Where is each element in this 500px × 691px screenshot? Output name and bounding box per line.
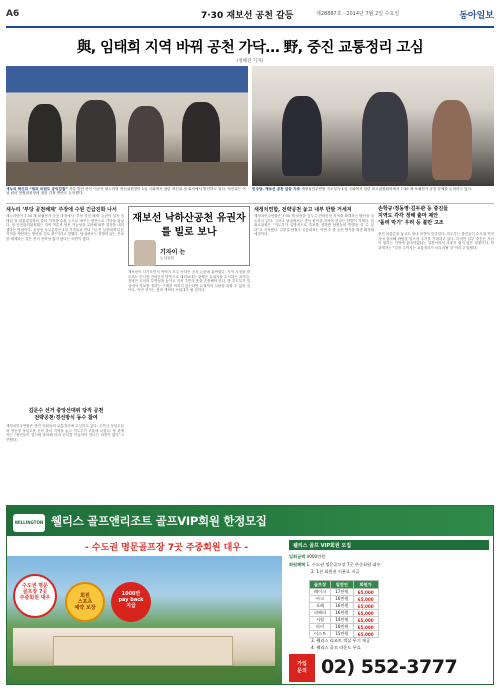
photo1-caption — [6, 187, 248, 201]
col4-subhead: 손학규·정동영·김두관 등 중진들 지역도 각각 정해 출마 제안 ‘돌려 막기’ 우려 등 불만 고조 — [378, 206, 449, 226]
table-cell: 65,000 — [353, 631, 378, 638]
table-cell: 16만원 — [331, 610, 353, 617]
table-row — [310, 589, 379, 596]
table-cell: 리베라 — [310, 610, 331, 617]
badge-payback: 1000만 pay back 지급 — [111, 582, 151, 622]
table-cell: 16만원 — [331, 624, 353, 631]
issue-date: 제28887호 · 2014년 7월 2일 수요일 — [316, 11, 400, 17]
writer-role: 논설위원 — [160, 256, 174, 260]
benefit-value: 1. 수도권 명문골프장 7곳 주중회원 대우 — [306, 562, 381, 567]
table-header: 회원가 — [353, 581, 378, 589]
entry-fee-value: 4000만원 — [306, 554, 326, 559]
badge-weekday-member: 수도권 명문 골프장 7곳 주중회원 대우 — [13, 574, 57, 618]
col1-subhead2: 전략공천·경선방식 동수 참여 — [34, 415, 98, 421]
photo2-caption-text: 새정치민주연합 지도부가 1일 국회에서 열린 최고위원회의에서 7·30 재·보궐선거 공천 문제를 논의하고 있다. — [301, 187, 473, 191]
green-fee-table — [309, 580, 379, 638]
table-cell: 65,000 — [353, 624, 378, 631]
benefit-label: 회원혜택 — [289, 562, 306, 567]
golf-advertisement[interactable] — [6, 505, 494, 685]
entry-fee-line — [289, 554, 325, 560]
photo2-caption — [252, 187, 494, 201]
table-cell: 17만원 — [331, 589, 353, 596]
badge-reservation: 회원 스포츠 예약 보장 — [65, 582, 105, 622]
resort-logo: WILLINGTON — [13, 514, 45, 532]
table-cell: 아크 — [310, 596, 331, 603]
ad-subtitle: - 수도권 명문골프장 7곳 주중회원 대우 - — [85, 543, 248, 553]
table-cell: 65,000 — [353, 596, 378, 603]
article-col1-text2: 새정치민주연합은 중진 의원들의 교통정리에 고심하고 있다. 손학규 상임고문과 정동영 상임고문 등의 출마 지역을 놓고 지도부가 조율에 나섰다. 당 관계자는 “중진들이 험지에 출마해 당의 승리를 이끌어야 한다는 의견이 많다”고 전했다. — [6, 424, 124, 442]
article-col3-text: 새정치민주연합은 7·30 재·보선을 앞두고 전략공천 지역을 확대하는 방안을 검토하고 있다. 그러나 당내에서는 경선 원칙을 지켜야 한다는 반발이 거세다. 한 최고위원은 “지도부가 일방적으로 후보를 정하면 당원들의 반발을 살 수 있다”고 지적했다. 김한길 안철수 공동대표는 이번 주 중 공천 방식을 최종 확정할 예정이다. — [254, 214, 374, 237]
benefit-line-2: 2. 1천 회원권 이용료 지급 — [311, 569, 360, 574]
table-cell: 14만원 — [331, 617, 353, 624]
table-cell: 라비 — [310, 624, 331, 631]
inquiry-tag: 가입 문의 — [289, 654, 315, 682]
opinion-column-title: 재보선 낙하산공천 유권자를 빌로 보나 — [132, 213, 246, 238]
entry-fee-label: 입회금액 — [289, 554, 306, 559]
article-col2-text: 재보선이 다가오면서 여야가 모두 낙하산 공천 논란에 휩싸였다. 지역 사정을 잘 모르는 인사를 전략공천 명목으로 내려보내는 관행은 유권자를 무시하는 처사다. 정당은 공천의 투명성을 높이고 지역 주민의 뜻을 존중해야 한다. 당 지도부가 밀실에서 후보를 정하는 구태를 버리지 않는다면 유권자의 심판을 피할 수 없을 것이다. 이번 선거는 정치 개혁의 시험대가 될 것이다. — [128, 270, 250, 293]
photo-party-leadership — [252, 66, 494, 186]
table-cell: 16만원 — [331, 596, 353, 603]
article-col4-text: 중진 차출론을 놓고도 당내 의견이 엇갈린다. 지도부는 중진들이 수도권 격전지에 출마해 바람을 일으켜 주기를 기대하고 있다. 하지만 일부 중진은 자신이 원하는 지역에 출마하겠다는 입장이어서 조율이 쉽지 않은 상황이다. 당 관계자는 “다음 주까지는 교통정리가 마무리될 것”이라고 말했다. — [378, 232, 494, 250]
table-row — [310, 631, 379, 638]
ad-title: 웰리스 골프앤리조트 골프VIP회원 한정모집 — [51, 514, 267, 528]
table-row — [310, 617, 379, 624]
col1-subhead: 김문수 선거 중앙선대위 당직 공천 — [28, 408, 104, 414]
photo-reform-committee — [6, 66, 248, 186]
table-cell: 16만원 — [331, 603, 353, 610]
page-number: A6 — [6, 9, 20, 19]
lead-subhead: 새누리 ‘부당 공천배제’ 주장에 수원 긴급진화 나서 — [6, 207, 117, 213]
table-row — [310, 624, 379, 631]
paper-logo: 동아일보 — [459, 11, 494, 21]
photo1-caption-title: 새누리 혁신위 “원외 의원도 공익감찰” — [6, 187, 68, 191]
footnote-rounds: 4. 웰리스 골프 라운드 무료 — [311, 645, 361, 650]
table-cell: 65,000 — [353, 610, 378, 617]
benefit-line — [289, 562, 381, 568]
footnote-rooms: 3. 웰리스 리조트 객실 무기 제공 — [311, 638, 371, 643]
page-headline: 與, 임태희 지역 바꿔 공천 가닥… 野, 중진 교통정리 고심 — [76, 40, 424, 56]
photo2-caption-title: 민주당, 재보선 공천 갈등 지속 — [252, 187, 301, 191]
table-cell: 레이크 — [310, 589, 331, 596]
table-cell: 15만원 — [331, 631, 353, 638]
photo1-caption-text: 자유 발언 중인 이준석 새누리당 혁신위원장이 1일 국회에서 열린 혁신위 첫 회의에서 발언하고 있다. 혁신위는 이날 원외 당협위원장에 대한 감찰 방안도 논의했다. — [6, 187, 246, 196]
table-header: 일반인 — [331, 581, 353, 589]
section-title: 7·30 재보선 공천 갈등 — [201, 11, 294, 21]
resort-building-image — [13, 628, 275, 680]
masthead — [6, 6, 494, 28]
contact-phone-block[interactable] — [289, 654, 491, 682]
table-row — [310, 603, 379, 610]
table-row — [310, 610, 379, 617]
table-cell: 이스트 — [310, 631, 331, 638]
ad-info-title: 웰리스 골프 VIP회원 모집 — [289, 540, 489, 550]
headline-byline: (정해진 기자) — [236, 59, 264, 64]
article-col1-text: 새누리당이 7·30 재·보궐선거 공천 과정에서 ‘부당 공천 배제’ 논란이 일자 임태희 전 대통령실장의 출마 지역을 수원 등으로 바꾸는 방안으로 가닥을 잡았다. 당 공천관리위원회는 지역 여론과 당선 가능성을 고려해 최종 결정을 내리겠다는 방침이다. 윤상현 사무총장은 1일 기자들과 만나 “임 전 실장에게 다른 지역을 제안하는 방안을 검토 중”이라고 말했다. 당내에서는 경쟁력 있는 후보를 배제하는 것은 선거 전략상 옳지 않다는 의견이 많다. — [6, 214, 124, 241]
writer-photo — [134, 240, 156, 266]
divider — [6, 203, 494, 204]
table-cell: 포레 — [310, 603, 331, 610]
writer-name: 기자이 는 — [160, 249, 186, 256]
table-cell: 서원 — [310, 617, 331, 624]
table-cell: 65,000 — [353, 589, 378, 596]
table-row — [310, 596, 379, 603]
col3-subhead: 새정치연합, 전략공천 놓고 내부 반발 거세져 — [254, 207, 352, 213]
table-header: 골프장 — [310, 581, 331, 589]
phone-number[interactable]: 02) 552-3777 — [321, 656, 458, 678]
table-cell: 65,000 — [353, 603, 378, 610]
table-cell: 65,000 — [353, 617, 378, 624]
